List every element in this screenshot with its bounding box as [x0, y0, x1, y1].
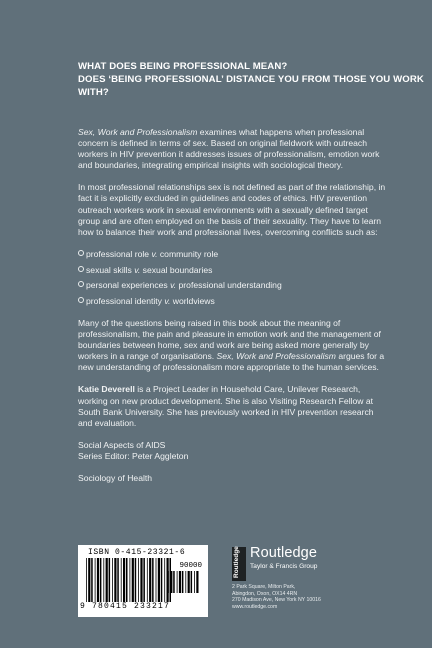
- series-editor: Series Editor: Peter Aggleton: [78, 450, 189, 461]
- barcode-icon: [86, 558, 172, 602]
- bullet-icon: [78, 250, 84, 256]
- price-code: 90000: [179, 562, 202, 570]
- subject-category: Sociology of Health: [78, 473, 153, 484]
- conflict-item: professional identity v. worldviews: [78, 296, 388, 307]
- bullet-icon: [78, 266, 84, 272]
- isbn-number: ISBN 0-415-23321-6: [88, 548, 186, 557]
- barcode: [78, 545, 208, 617]
- publisher-logo-icon: Routledge: [232, 547, 246, 581]
- questions-paragraph: Many of the questions being raised in this book about the meaning of professionalism, the pain and pleasure in emotion work and the management of boundaries between home, sex and work are being asked more generally by workers in a range of organisations. Sex, Work and Professionalism argues for a new understanding of professionalism more appropriate to the human services.: [78, 318, 385, 373]
- cover-heading: [78, 60, 428, 99]
- price-barcode-icon: [168, 571, 200, 593]
- heading-line-1: WHAT DOES BEING PROFESSIONAL MEAN?: [78, 61, 288, 72]
- series-name: Social Aspects of AIDS: [78, 439, 166, 450]
- conflict-item: professional role v. community role: [78, 249, 388, 260]
- context-paragraph: In most professional relationships sex is not defined as part of the relationship, in fact it is explicitly excluded in guidelines and codes of ethics. HIV prevention outreach workers work in sexual environments with a sexually defined target group and are often employed on the basis of their sexuality. They have to learn how to balance their work and professional lives, overcoming conflicts such as:: [78, 182, 386, 237]
- author-name: Katie Deverell: [78, 384, 135, 395]
- author-bio: Katie Deverell is a Project Leader in Household Care, Unilever Research, working on new product development. She is also Visiting Research Fellow at South Bank University. She has previously worked in HIV prevention research and evaluation.: [78, 384, 374, 428]
- conflicts-list: [78, 249, 388, 307]
- publisher-name: Routledge: [250, 545, 318, 561]
- bullet-icon: [78, 297, 84, 303]
- ean-number: 9 780415 233217: [80, 602, 171, 611]
- book-title: Sex, Work and Professionalism: [78, 127, 198, 137]
- bullet-icon: [78, 281, 84, 287]
- publisher-group: Taylor & Francis Group: [250, 563, 318, 570]
- blurb: [78, 127, 388, 484]
- book-title: Sex, Work and Professionalism: [216, 351, 336, 362]
- conflict-item: sexual skills v. sexual boundaries: [78, 265, 388, 276]
- conflict-item: personal experiences v. professional understanding: [78, 280, 388, 291]
- publisher-address: 2 Park Square, Milton Park, Abingdon, Oxon, OX14 4RN 270 Madison Ave, New York NY 10016 www.routledge.com: [232, 584, 321, 611]
- intro-paragraph: [78, 127, 388, 171]
- heading-line-2: DOES ‘BEING PROFESSIONAL’ DISTANCE YOU FROM THOSE YOU WORK WITH?: [78, 74, 424, 98]
- intro-text: examines what happens when professional concern is defined in terms of sex. Based on original fieldwork with outreach workers in HIV prevention it addresses issues of professionalism, emotion work and boundaries, integrating empirical insights with sociological theory.: [78, 127, 380, 171]
- publisher-block: [250, 545, 317, 571]
